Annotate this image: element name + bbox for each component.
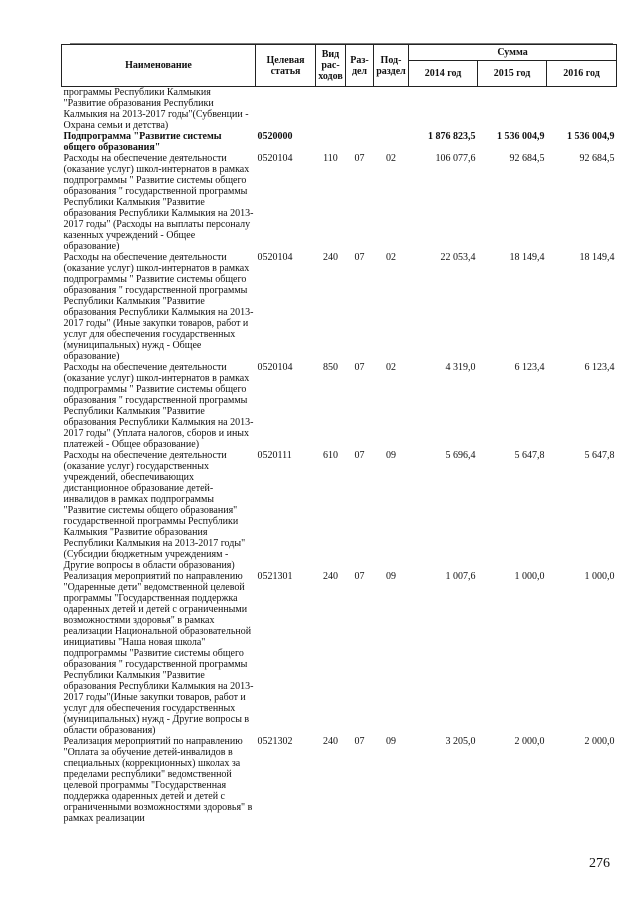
row-2015: 18 149,4 [509,252,545,263]
row-section: 07 [354,153,365,164]
row-2014 [409,87,478,132]
row-subsection: 02 [386,153,396,164]
row-subsection: 09 [386,450,396,461]
row-target: 0520104 [257,252,293,263]
row-2015: 5 647,8 [514,450,545,461]
table-row [62,131,617,153]
header-2014: 2014 год [409,61,478,87]
row-2014: 1 876 823,5 [428,131,476,142]
row-2016: 92 684,5 [579,153,615,164]
row-target: 0520111 [257,450,292,461]
header-target: Целевая статья [256,45,316,87]
row-section [346,131,374,153]
row-target: 0520104 [257,362,293,373]
row-section [346,87,374,132]
row-2015: 1 536 004,9 [497,131,545,142]
table-row [62,153,617,252]
row-2014: 106 077,6 [435,153,476,164]
row-target [256,87,316,132]
row-type: 240 [323,252,338,263]
row-type [316,87,346,132]
row-2016 [547,87,617,132]
row-name: программы Республики Калмыкия "Развитие образования Республики Калмыкия на 2013-2017 годы"(Субвенции - Охрана семьи и детства) [63,87,249,131]
row-type: 240 [323,571,338,582]
table-row [62,252,617,362]
header-2016: 2016 год [547,61,617,87]
row-subsection [374,87,409,132]
header-name: Наименование [62,45,256,87]
row-2014: 1 007,6 [445,571,476,582]
table-row [62,87,617,132]
row-subsection: 02 [386,252,396,263]
row-name: Подпрограмма "Развитие системы общего образования" [63,131,222,153]
header-subsection: Под-раздел [374,45,409,87]
header-sum: Сумма [409,45,617,61]
row-2014: 3 205,0 [445,736,476,747]
row-type: 110 [323,153,338,164]
header-2015: 2015 год [478,61,547,87]
row-2015: 92 684,5 [509,153,545,164]
row-2014: 4 319,0 [445,362,476,373]
table-header [62,45,617,87]
budget-table [61,44,617,824]
row-name: Реализация мероприятий по направлению "Одаренные дети" ведомственной целевой программы "Государственная поддержка одаренных детей и детей с ограниченными возможностями здоровья" в рамках реализации Национальной образовательной инициативы "Наша новая школа" подпрограммы "Развитие системы общего образования " государственной программы Республики Калмыкия "Развитие образования Республики Калмыкия на 2013-2017 годы"(Иные закупки товаров, работ и услуг для обеспечения государственных (муниципальных) нужд - Другие вопросы в области образования) [63,571,254,736]
row-subsection: 09 [386,736,396,747]
row-type [316,131,346,153]
table-body [62,87,617,825]
header-section: Раз-дел [346,45,374,87]
row-2015: 6 123,4 [514,362,545,373]
row-subsection: 02 [386,362,396,373]
row-2016: 2 000,0 [584,736,615,747]
row-section: 07 [354,362,365,373]
table-row [62,571,617,736]
header-type: Вид рас-ходов [316,45,346,87]
row-type: 240 [323,736,338,747]
row-name: Расходы на обеспечение деятельности (оказание услуг) школ-интернатов в рамках подпрограммы " Развитие системы общего образования " государственной программы Республики Калмыкия "Развитие образования Республики Калмыкия на 2013-2017 годы" (Расходы на выплаты персоналу казенных учреждений - Общее образование) [63,153,254,252]
row-2015: 2 000,0 [514,736,545,747]
row-name: Реализация мероприятий по направлению "Оплата за обучение детей-инвалидов в специальных (коррекционных) школах за пределами республики" ведомственной целевой программы "Государственная поддержка одаренных детей и детей с ограниченными возможностями здоровья" в рамках реализации [63,736,253,824]
row-type: 610 [323,450,338,461]
row-2016: 1 536 004,9 [567,131,615,142]
row-2015 [478,87,547,132]
row-2014: 22 053,4 [440,252,476,263]
row-section: 07 [354,252,365,263]
row-section: 07 [354,450,365,461]
row-target: 0520104 [257,153,293,164]
row-name: Расходы на обеспечение деятельности (оказание услуг) государственных учреждений, обеспечивающих дистанционное образование детей-инвалидов в рамках подпрограммы "Развитие системы общего образования" государственной программы Республики Калмыкия "Развитие образования Республики Калмыкия на 2013-2017 годы"(Субсидии бюджетным учреждениям - Другие вопросы в области образования) [63,450,246,571]
row-2016: 1 000,0 [584,571,615,582]
row-2015: 1 000,0 [514,571,545,582]
table-row [62,736,617,824]
page-number: 276 [589,856,610,871]
row-subsection [374,131,409,153]
row-2014: 5 696,4 [445,450,476,461]
row-target: 0521301 [257,571,293,582]
row-2016: 5 647,8 [584,450,615,461]
table-row [62,450,617,571]
row-section: 07 [354,571,365,582]
row-name: Расходы на обеспечение деятельности (оказание услуг) школ-интернатов в рамках подпрограммы " Развитие системы общего образования " государственной программы Республики Калмыкия "Развитие образования Республики Калмыкия на 2013-2017 годы" (Уплата налогов, сборов и иных платежей - Общее образование) [63,362,254,450]
table-row [62,362,617,450]
row-2016: 6 123,4 [584,362,615,373]
row-subsection: 09 [386,571,396,582]
row-type: 850 [323,362,338,373]
row-2016: 18 149,4 [579,252,615,263]
row-target: 0520000 [257,131,293,142]
row-section: 07 [354,736,365,747]
row-name: Расходы на обеспечение деятельности (оказание услуг) школ-интернатов в рамках подпрограммы " Развитие системы общего образования " государственной программы Республики Калмыкия "Развитие образования Республики Калмыкия на 2013-2017 годы" (Иные закупки товаров, работ и услуг для обеспечения государственных (муниципальных) нужд - Общее образование) [63,252,254,362]
row-target: 0521302 [257,736,293,747]
